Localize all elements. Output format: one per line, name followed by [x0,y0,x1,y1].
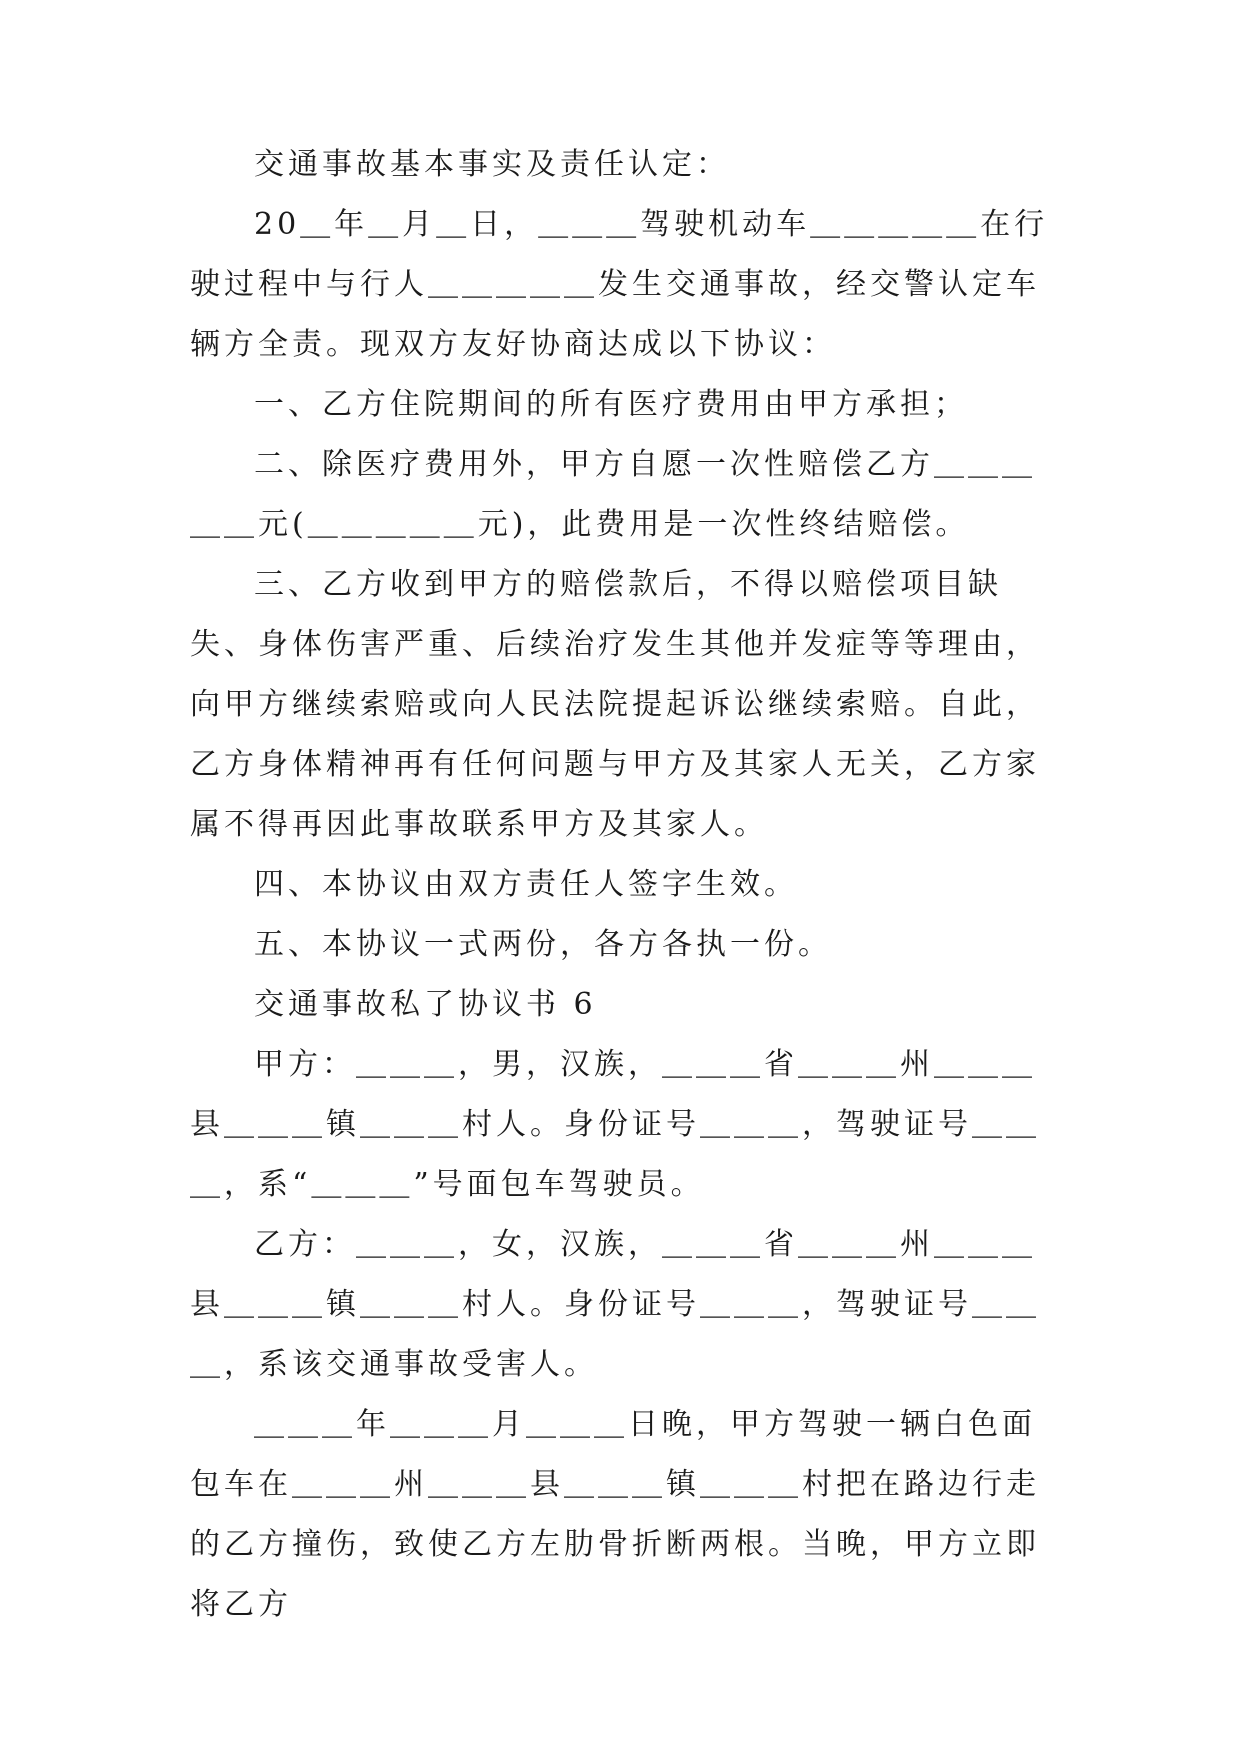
incident-paragraph: ＿＿＿年＿＿＿月＿＿＿日晚，甲方驾驶一辆白色面包车在＿＿＿州＿＿＿县＿＿＿镇＿＿＿村把在路边行走的乙方撞伤，致使乙方左肋骨折断两根。当晚，甲方立即将乙方 [190,1407,1040,1622]
section-heading: 交通事故基本事实及责任认定： [254,147,730,182]
party-b-paragraph: 乙方：＿＿＿，女，汉族，＿＿＿省＿＿＿州＿＿＿县＿＿＿镇＿＿＿村人。身份证号＿＿＿，驾驶证号＿＿＿，系该交通事故受害人。 [190,1227,1040,1382]
clause-one: 一、乙方住院期间的所有医疗费用由甲方承担； [254,387,968,422]
accident-facts-paragraph: 20＿年＿月＿日，＿＿＿驾驶机动车＿＿＿＿＿在行驶过程中与行人＿＿＿＿＿发生交通事故，经交警认定车辆方全责。现双方友好协商达成以下协议： [190,207,1049,362]
clause-four: 四、本协议由双方责任人签字生效。 [254,867,798,902]
agreement-title: 交通事故私了协议书 6 [254,987,597,1022]
clause-two: 二、除医疗费用外，甲方自愿一次性赔偿乙方＿＿＿＿＿元(＿＿＿＿＿元)，此费用是一次性终结赔偿。 [190,447,1036,542]
clause-five: 五、本协议一式两份，各方各执一份。 [254,927,832,962]
party-a-paragraph: 甲方：＿＿＿，男，汉族，＿＿＿省＿＿＿州＿＿＿县＿＿＿镇＿＿＿村人。身份证号＿＿＿，驾驶证号＿＿＿，系“＿＿＿”号面包车驾驶员。 [190,1047,1040,1202]
clause-three: 三、乙方收到甲方的赔偿款后，不得以赔偿项目缺失、身体伤害严重、后续治疗发生其他并发症等等理由，向甲方继续索赔或向人民法院提起诉讼继续索赔。自此，乙方身体精神再有任何问题与甲方及其家人无关，乙方家属不得再因此事故联系甲方及其家人。 [190,567,1040,842]
